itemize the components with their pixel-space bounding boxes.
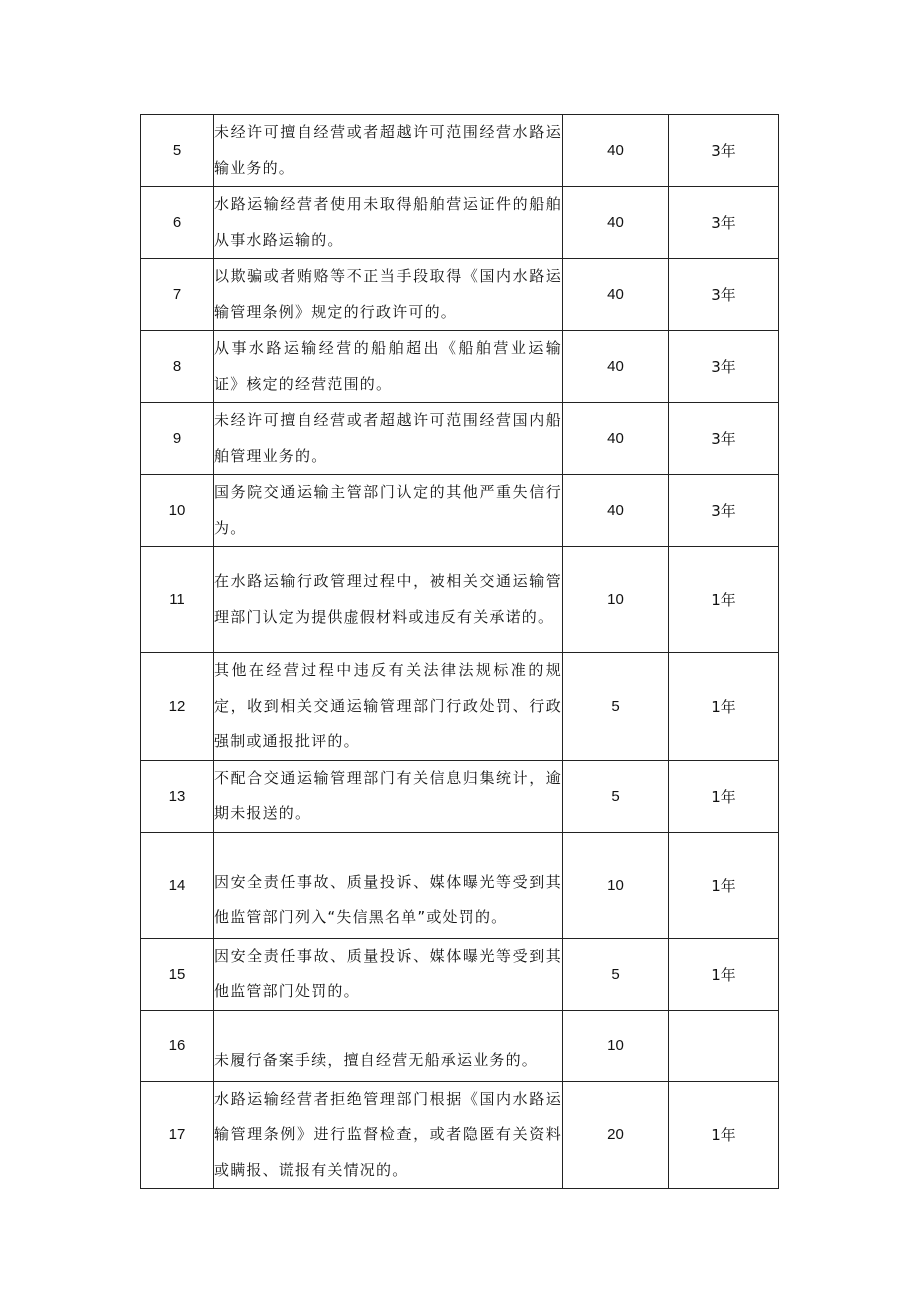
violation-description: 从事水路运输经营的船舶超出《船舶营业运输证》核定的经营范围的。 — [214, 331, 563, 403]
row-number: 6 — [141, 187, 214, 259]
validity-period: 3年 — [669, 187, 779, 259]
deduction-score: 40 — [563, 187, 669, 259]
table-row — [141, 547, 779, 653]
row-number: 17 — [141, 1081, 214, 1189]
credit-violation-table — [140, 114, 779, 1189]
row-number: 15 — [141, 938, 214, 1010]
validity-period: 1年 — [669, 653, 779, 761]
table-row — [141, 760, 779, 832]
table-row — [141, 403, 779, 475]
violation-description: 未经许可擅自经营或者超越许可范围经营水路运输业务的。 — [214, 115, 563, 187]
row-number: 10 — [141, 475, 214, 547]
table-row — [141, 115, 779, 187]
deduction-score: 10 — [563, 547, 669, 653]
violation-description: 水路运输经营者拒绝管理部门根据《国内水路运输管理条例》进行监督检查，或者隐匿有关资料或瞒报、谎报有关情况的。 — [214, 1081, 563, 1189]
table-row — [141, 187, 779, 259]
validity-period: 1年 — [669, 547, 779, 653]
deduction-score: 10 — [563, 1010, 669, 1081]
deduction-score: 5 — [563, 760, 669, 832]
violation-description: 因安全责任事故、质量投诉、媒体曝光等受到其他监管部门处罚的。 — [214, 938, 563, 1010]
deduction-score: 40 — [563, 115, 669, 187]
validity-period: 1年 — [669, 760, 779, 832]
row-number: 13 — [141, 760, 214, 832]
row-number: 16 — [141, 1010, 214, 1081]
violation-description: 以欺骗或者贿赂等不正当手段取得《国内水路运输管理条例》规定的行政许可的。 — [214, 259, 563, 331]
table-row — [141, 1010, 779, 1081]
deduction-score: 40 — [563, 259, 669, 331]
validity-period — [669, 1010, 779, 1081]
validity-period: 3年 — [669, 115, 779, 187]
violation-description: 其他在经营过程中违反有关法律法规标准的规定，收到相关交通运输管理部门行政处罚、行政强制或通报批评的。 — [214, 653, 563, 761]
deduction-score: 40 — [563, 475, 669, 547]
table-row — [141, 938, 779, 1010]
violation-description: 未经许可擅自经营或者超越许可范围经营国内船舶管理业务的。 — [214, 403, 563, 475]
validity-period: 3年 — [669, 403, 779, 475]
violation-description: 国务院交通运输主管部门认定的其他严重失信行为。 — [214, 475, 563, 547]
row-number: 5 — [141, 115, 214, 187]
table-row — [141, 832, 779, 938]
deduction-score: 10 — [563, 832, 669, 938]
table-row — [141, 653, 779, 761]
row-number: 14 — [141, 832, 214, 938]
row-number: 12 — [141, 653, 214, 761]
deduction-score: 5 — [563, 653, 669, 761]
deduction-score: 5 — [563, 938, 669, 1010]
row-number: 8 — [141, 331, 214, 403]
table-row — [141, 475, 779, 547]
table-row — [141, 1081, 779, 1189]
violation-description: 在水路运输行政管理过程中，被相关交通运输管理部门认定为提供虚假材料或违反有关承诺的。 — [214, 547, 563, 653]
row-number: 9 — [141, 403, 214, 475]
violation-description: 水路运输经营者使用未取得船舶营运证件的船舶从事水路运输的。 — [214, 187, 563, 259]
table-row — [141, 331, 779, 403]
validity-period: 1年 — [669, 938, 779, 1010]
deduction-score: 40 — [563, 403, 669, 475]
validity-period: 3年 — [669, 475, 779, 547]
validity-period: 1年 — [669, 832, 779, 938]
violation-description: 未履行备案手续，擅自经营无船承运业务的。 — [214, 1010, 563, 1081]
row-number: 11 — [141, 547, 214, 653]
violation-description: 不配合交通运输管理部门有关信息归集统计，逾期未报送的。 — [214, 760, 563, 832]
validity-period: 3年 — [669, 331, 779, 403]
validity-period: 3年 — [669, 259, 779, 331]
validity-period: 1年 — [669, 1081, 779, 1189]
violation-description: 因安全责任事故、质量投诉、媒体曝光等受到其他监管部门列入“失信黑名单”或处罚的。 — [214, 832, 563, 938]
deduction-score: 20 — [563, 1081, 669, 1189]
row-number: 7 — [141, 259, 214, 331]
deduction-score: 40 — [563, 331, 669, 403]
table-row — [141, 259, 779, 331]
